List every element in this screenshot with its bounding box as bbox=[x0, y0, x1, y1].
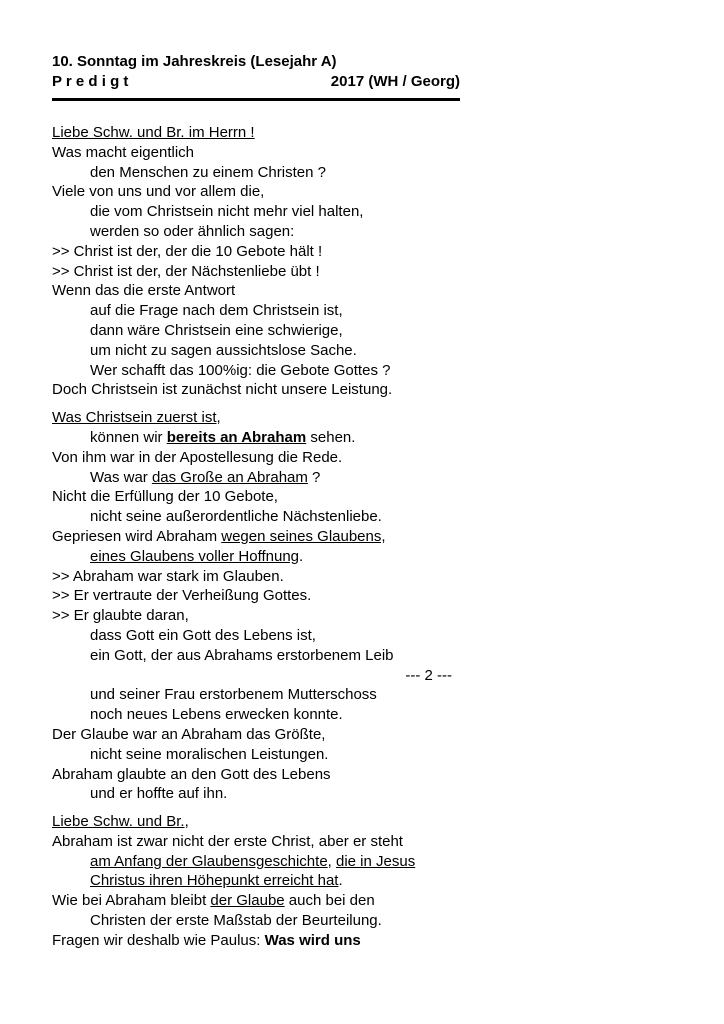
text-segment: wegen seines Glaubens, bbox=[221, 527, 386, 545]
text-line bbox=[52, 784, 672, 804]
text-segment: Liebe Schw. und Br. im Herrn ! bbox=[52, 124, 255, 141]
text-line bbox=[52, 408, 672, 428]
text-segment: nicht seine außerordentliche Nächstenliebe. bbox=[90, 508, 382, 526]
text-line bbox=[52, 341, 672, 361]
text-segment: . bbox=[338, 872, 343, 890]
text-segment: , bbox=[216, 409, 221, 427]
text-segment: Christus ihren Höhepunkt erreicht hat bbox=[90, 872, 339, 890]
text-segment: Wer schafft das 100%ig: die Gebote Gottes ? bbox=[90, 361, 391, 379]
paragraph-gap bbox=[52, 804, 672, 812]
text-segment: Viele von uns und vor allem die, bbox=[52, 183, 265, 201]
text-segment: --- 2 --- bbox=[405, 666, 452, 684]
text-segment: auch bei den bbox=[284, 892, 375, 910]
text-line bbox=[52, 871, 672, 891]
text-line bbox=[52, 832, 672, 852]
text-segment: >> Christ ist der, der Nächstenliebe übt ! bbox=[52, 262, 320, 280]
subtitle-row bbox=[52, 72, 460, 92]
document-page bbox=[52, 52, 672, 951]
text-line bbox=[52, 448, 672, 468]
text-segment: Doch Christsein ist zunächst nicht unsere Leistung. bbox=[52, 381, 393, 399]
text-segment: ein Gott, der aus Abrahams erstorbenem Leib bbox=[90, 646, 394, 664]
text-line bbox=[52, 428, 672, 448]
text-segment: Was war bbox=[90, 468, 152, 486]
text-line bbox=[52, 242, 672, 262]
text-line bbox=[52, 891, 672, 911]
header-rule bbox=[52, 98, 460, 101]
text-segment: Christen der erste Maßstab der Beurteilung. bbox=[90, 912, 382, 930]
text-line bbox=[52, 567, 672, 587]
text-line bbox=[52, 606, 672, 626]
subtitle-left: P r e d i g t bbox=[52, 73, 129, 90]
text-segment: , bbox=[327, 852, 336, 870]
text-line bbox=[52, 262, 672, 282]
text-segment: Fragen wir deshalb wie Paulus: bbox=[52, 931, 265, 949]
text-segment: >> Abraham war stark im Glauben. bbox=[52, 567, 284, 585]
text-segment: auf die Frage nach dem Christsein ist, bbox=[90, 302, 343, 320]
text-segment: sehen. bbox=[306, 428, 356, 446]
page-marker bbox=[52, 666, 452, 686]
text-segment: Was macht eigentlich bbox=[52, 143, 195, 161]
text-segment: die vom Christsein nicht mehr viel halten, bbox=[90, 203, 364, 221]
document-title: 10. Sonntag im Jahreskreis (Lesejahr A) bbox=[52, 53, 337, 70]
text-line bbox=[52, 301, 672, 321]
text-line bbox=[52, 143, 672, 163]
subtitle-right: 2017 (WH / Georg) bbox=[330, 73, 460, 90]
text-line bbox=[52, 281, 672, 301]
text-line bbox=[52, 468, 672, 488]
text-segment: nicht seine moralischen Leistungen. bbox=[90, 745, 329, 763]
text-segment: den Menschen zu einem Christen ? bbox=[90, 163, 326, 181]
text-segment: und seiner Frau erstorbenem Mutterschoss bbox=[90, 686, 377, 704]
text-segment: >> Er glaubte daran, bbox=[52, 607, 189, 625]
text-line bbox=[52, 163, 672, 183]
text-line bbox=[52, 586, 672, 606]
text-line bbox=[52, 123, 672, 143]
text-line bbox=[52, 507, 672, 527]
text-segment: Abraham ist zwar nicht der erste Christ, aber er steht bbox=[52, 832, 403, 850]
text-segment: noch neues Lebens erwecken konnte. bbox=[90, 706, 343, 724]
text-line bbox=[52, 202, 672, 222]
text-line bbox=[52, 911, 672, 931]
text-segment: am Anfang der Glaubensgeschichte bbox=[90, 852, 328, 870]
text-segment: Was Christsein zuerst ist bbox=[52, 409, 217, 427]
text-segment: , bbox=[184, 813, 189, 831]
text-segment: Liebe Schw. und Br. bbox=[52, 813, 185, 831]
text-segment: um nicht zu sagen aussichtslose Sache. bbox=[90, 341, 357, 359]
sermon-body bbox=[52, 123, 672, 951]
text-line bbox=[52, 765, 672, 785]
text-segment: werden so oder ähnlich sagen: bbox=[90, 222, 295, 240]
text-line bbox=[52, 626, 672, 646]
text-segment: und er hoffte auf ihn. bbox=[90, 785, 228, 803]
text-segment: ? bbox=[307, 468, 321, 486]
text-segment: der Glaube bbox=[210, 892, 285, 910]
text-line bbox=[52, 685, 672, 705]
paragraph-gap bbox=[52, 400, 672, 408]
text-line bbox=[52, 182, 672, 202]
text-segment: bereits an Abraham bbox=[166, 428, 307, 446]
text-line bbox=[52, 812, 672, 832]
text-line bbox=[52, 547, 672, 567]
text-segment: das Große an Abraham bbox=[151, 468, 308, 486]
text-segment: Wenn das die erste Antwort bbox=[52, 282, 236, 300]
text-segment: Nicht die Erfüllung der 10 Gebote, bbox=[52, 488, 278, 506]
text-line bbox=[52, 321, 672, 341]
text-segment: die in Jesus bbox=[336, 852, 416, 870]
text-segment: Was wird uns bbox=[264, 931, 361, 949]
text-line bbox=[52, 725, 672, 745]
text-segment: Abraham glaubte an den Gott des Lebens bbox=[52, 765, 331, 783]
text-line bbox=[52, 852, 672, 872]
text-line bbox=[52, 745, 672, 765]
text-line bbox=[52, 527, 672, 547]
text-segment: Gepriesen wird Abraham bbox=[52, 527, 222, 545]
text-segment: Von ihm war in der Apostellesung die Rede. bbox=[52, 448, 343, 466]
text-segment: dann wäre Christsein eine schwierige, bbox=[90, 321, 343, 339]
text-segment: eines Glaubens voller Hoffnung bbox=[90, 547, 300, 565]
text-segment: Der Glaube war an Abraham das Größte, bbox=[52, 725, 326, 743]
text-line bbox=[52, 361, 672, 381]
text-segment: >> Christ ist der, der die 10 Gebote hält ! bbox=[52, 242, 323, 260]
text-segment: dass Gott ein Gott des Lebens ist, bbox=[90, 626, 316, 644]
text-line bbox=[52, 705, 672, 725]
text-line bbox=[52, 931, 672, 951]
text-segment: Wie bei Abraham bleibt bbox=[52, 892, 211, 910]
text-line bbox=[52, 487, 672, 507]
text-line bbox=[52, 646, 672, 666]
text-segment: . bbox=[299, 547, 304, 565]
text-line bbox=[52, 380, 672, 400]
text-segment: >> Er vertraute der Verheißung Gottes. bbox=[52, 587, 312, 605]
text-segment: können wir bbox=[90, 428, 167, 446]
text-line bbox=[52, 222, 672, 242]
